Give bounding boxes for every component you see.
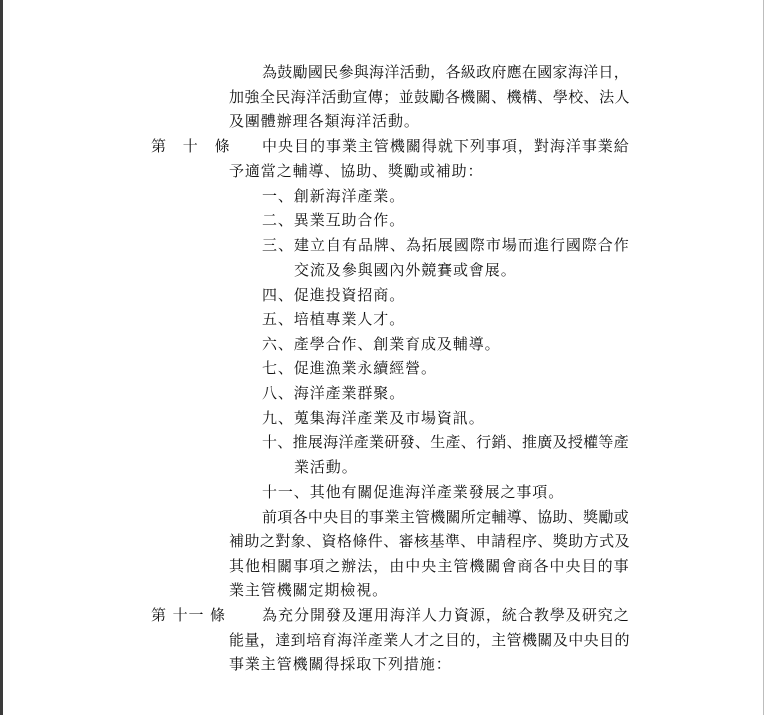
text-line: 七、促進漁業永續經營。 — [262, 359, 437, 377]
text-line: 四、促進投資招商。 — [262, 286, 406, 304]
text-line: 前項各中央目的事業主管機關所定輔導、協助、獎勵或 — [262, 508, 629, 526]
article-11-label: 第 十一 條 — [151, 606, 226, 624]
text-line: 予適當之輔導、協助、獎勵或補助： — [229, 162, 484, 180]
text-line: 加強全民海洋活動宣傳；並鼓勵各機關、機構、學校、法人 — [229, 88, 630, 106]
text-line: 其他相關事項之辦法，由中央主管機關會商各中央目的事 — [229, 557, 630, 575]
text-line: 交流及參與國內外競賽或會展。 — [294, 261, 517, 279]
text-line: 能量，達到培育海洋產業人才之目的，主管機關及中央目的 — [229, 631, 630, 649]
text-line: 一、創新海洋產業。 — [262, 187, 406, 205]
text-line: 六、產學合作、創業育成及輔導。 — [262, 335, 501, 353]
text-line: 補助之對象、資格條件、審核基準、申請程序、獎助方式及 — [229, 532, 630, 550]
text-line: 為充分開發及運用海洋人力資源，統合教學及研究之 — [262, 606, 630, 624]
text-line: 十、推展海洋產業研發、生產、行銷、推廣及授權等產 — [262, 433, 629, 451]
text-line: 二、異業互助合作。 — [262, 211, 406, 229]
text-line: 九、蒐集海洋產業及市場資訊。 — [262, 409, 485, 427]
text-line: 業活動。 — [294, 458, 358, 476]
text-line: 為鼓勵國民參與海洋活動，各級政府應在國家海洋日， — [262, 63, 629, 81]
left-window-border — [0, 0, 3, 715]
text-line: 事業主管機關得採取下列措施： — [229, 655, 452, 673]
text-line: 五、培植專業人才。 — [262, 310, 406, 328]
text-line: 三、建立自有品牌、為拓展國際市場而進行國際合作 — [262, 236, 630, 254]
text-line: 十一、其他有關促進海洋產業發展之事項。 — [262, 483, 565, 501]
text-line: 及團體辦理各類海洋活動。 — [229, 112, 420, 130]
text-line: 中央目的事業主管機關得就下列事項，對海洋事業給 — [262, 137, 630, 155]
text-line: 八、海洋產業群聚。 — [262, 384, 406, 402]
article-10-label: 第 十 條 — [151, 137, 231, 155]
text-line: 業主管機關定期檢視。 — [229, 581, 389, 599]
